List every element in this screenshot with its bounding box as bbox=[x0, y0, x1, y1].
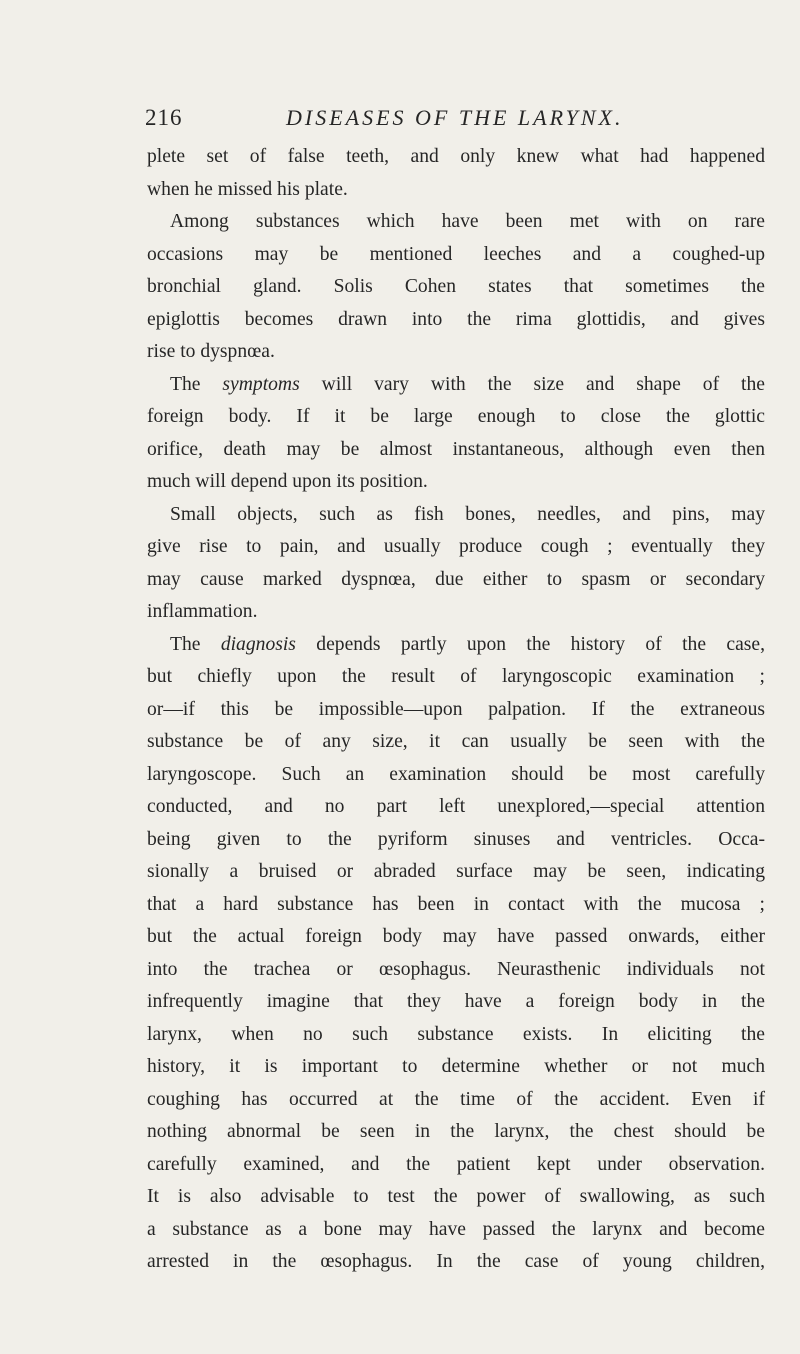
text-line: carefully examined, and the patient kept under observation. bbox=[147, 1153, 765, 1175]
text-line: but chiefly upon the result of laryngoscopic examination ; bbox=[147, 666, 765, 687]
text-line: larynx, when no such substance exists. In eliciting the bbox=[147, 1023, 765, 1045]
text-line: much will depend upon its position. bbox=[147, 471, 428, 492]
text-line: occasions may be mentioned leeches and a coughed-up bbox=[147, 243, 765, 265]
text-line: plete set of false teeth, and only knew what had happened bbox=[147, 146, 765, 167]
text-line bbox=[147, 629, 765, 662]
text-line: coughing has occurred at the time of the accident. Even if bbox=[147, 1088, 765, 1110]
running-title: DISEASES OF THE LARYNX. bbox=[286, 105, 624, 130]
text-run: The bbox=[170, 373, 223, 395]
page-header bbox=[145, 105, 745, 135]
text-line: substance be of any size, it can usually be seen with the bbox=[147, 731, 765, 752]
text-line: infrequently imagine that they have a foreign body in the bbox=[147, 991, 765, 1012]
text-run: will vary with the size and shape of the bbox=[299, 373, 765, 395]
text-line: rise to dyspnœa. bbox=[147, 341, 275, 362]
body-text bbox=[147, 141, 765, 1279]
text-line: conducted, and no part left unexplored,—special attention bbox=[147, 796, 765, 817]
italic-term: symptoms bbox=[222, 373, 300, 395]
text-line: Small objects, such as fish bones, needles, and pins, may bbox=[170, 503, 765, 525]
italic-term: diagnosis bbox=[220, 633, 296, 655]
page-number: 216 bbox=[145, 105, 183, 130]
text-line: or—if this be impossible—upon palpation. If the extraneous bbox=[147, 698, 765, 720]
text-run: The bbox=[170, 633, 221, 655]
text-line: history, it is important to determine whether or not much bbox=[147, 1056, 765, 1077]
text-line: epiglottis becomes drawn into the rima glottidis, and gives bbox=[147, 308, 765, 330]
text-line: orifice, death may be almost instantaneous, although even then bbox=[147, 438, 765, 460]
text-line: It is also advisable to test the power of swallowing, as such bbox=[147, 1186, 765, 1207]
text-line: into the trachea or œsophagus. Neurasthenic individuals not bbox=[147, 958, 765, 980]
text-line: may cause marked dyspnœa, due either to spasm or secondary bbox=[147, 568, 765, 590]
text-line: nothing abnormal be seen in the larynx, the chest should be bbox=[147, 1121, 765, 1142]
text-line: that a hard substance has been in contact with the mucosa ; bbox=[147, 893, 765, 915]
text-line: being given to the pyriform sinuses and ventricles. Occa- bbox=[147, 828, 765, 850]
text-line: Among substances which have been met with on rare bbox=[170, 211, 765, 232]
text-run: depends partly upon the history of the case, bbox=[295, 633, 765, 655]
text-line: laryngoscope. Such an examination should be most carefully bbox=[147, 763, 765, 785]
text-line: foreign body. If it be large enough to close the glottic bbox=[147, 406, 765, 427]
text-line: sionally a bruised or abraded surface may be seen, indicating bbox=[147, 861, 765, 882]
text-line: arrested in the œsophagus. In the case of young children, bbox=[147, 1251, 765, 1272]
text-line: but the actual foreign body may have passed onwards, either bbox=[147, 926, 765, 947]
text-line: a substance as a bone may have passed the larynx and become bbox=[147, 1218, 765, 1240]
text-line: inflammation. bbox=[147, 601, 258, 622]
text-line: give rise to pain, and usually produce cough ; eventually they bbox=[147, 536, 765, 557]
text-line: when he missed his plate. bbox=[147, 178, 348, 200]
text-line: bronchial gland. Solis Cohen states that sometimes the bbox=[147, 276, 765, 297]
text-line bbox=[147, 369, 765, 402]
